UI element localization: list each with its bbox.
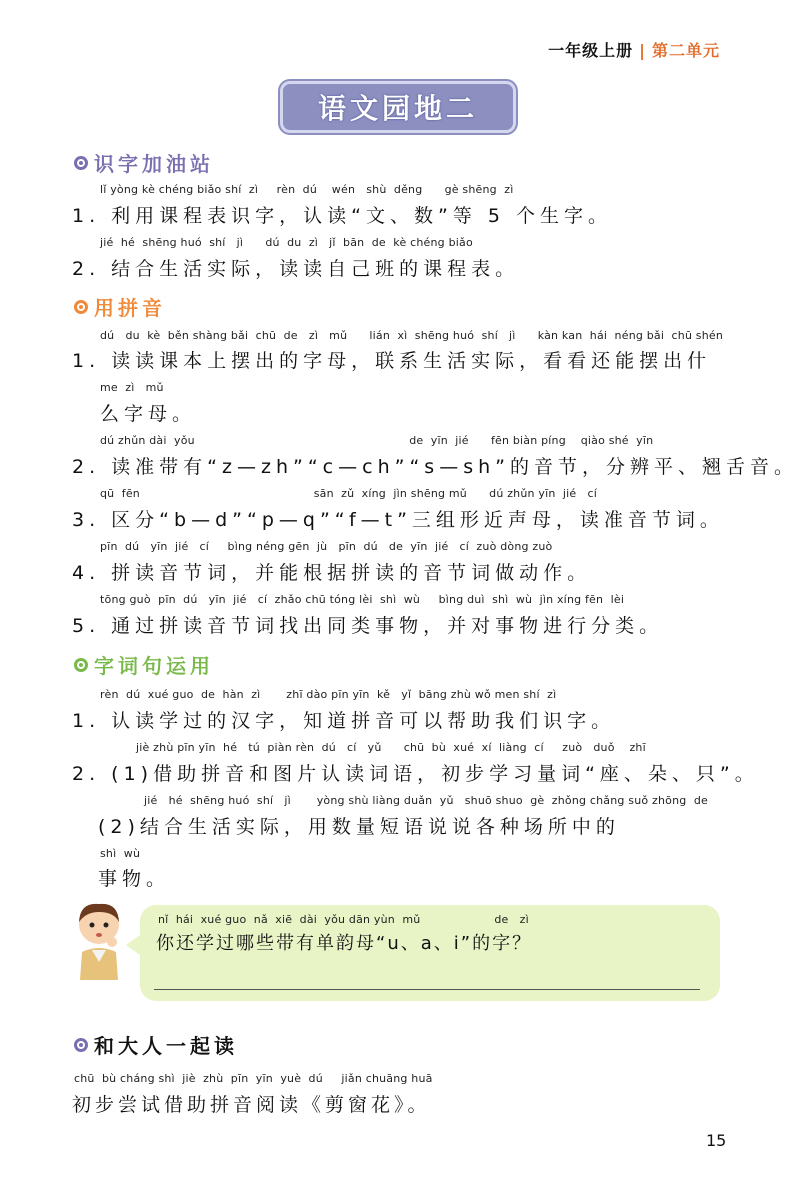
pinyin-line: dú zhǔn dài yǒu de yīn jié fēn biàn píng qiào shé yīn [100, 434, 654, 447]
pinyin-line: dú du kè běn shàng bǎi chū de zì mǔ lián xì shēng huó shí jì kàn kan hái néng bǎi chū shén [100, 329, 724, 342]
circle-bullet-icon [74, 156, 88, 170]
text-line: 1. 认读学过的汉字，知道拼音可以帮助我们识字。 [72, 710, 616, 732]
grade-label: 一年级上册 [548, 41, 634, 60]
pinyin-line: jié hé shēng huó shí jì yòng shù liàng duǎn yǔ shuō shuo gè zhǒng chǎng suǒ zhōng de [144, 794, 709, 807]
text-line: 2. 结合生活实际，读读自己班的课程表。 [72, 258, 520, 280]
pinyin-line: pīn dú yīn jié cí bìng néng gēn jù pīn dú de yīn jié cí zuò dòng zuò [100, 540, 553, 553]
page-header [548, 38, 720, 61]
section-title: 用拼音 [94, 296, 166, 320]
text-line: 1. 读读课本上摆出的字母，联系生活实际，看看还能摆出什 [72, 350, 712, 372]
pinyin-line: jiè zhù pīn yīn hé tú piàn rèn dú cí yǔ chū bù xué xí liàng cí zuò duǒ zhī [136, 741, 646, 754]
section-heading-read-together [74, 1030, 238, 1059]
section-heading-pinyin [74, 292, 166, 321]
pinyin-line: nǐ hái xué guo nǎ xiē dài yǒu dān yùn mǔ de zì [158, 913, 529, 926]
text-line: 事物。 [98, 868, 171, 890]
text-line: 么字母。 [100, 403, 197, 425]
text-line: 2. (1)借助拼音和图片认读词语，初步学习量词“座、朵、只”。 [72, 763, 759, 785]
unit-label: 第二单元 [651, 41, 720, 60]
pinyin-line: chū bù cháng shì jiè zhù pīn yīn yuè dú jiǎn chuāng huā [74, 1072, 433, 1085]
text-line: 4. 拼读音节词，并能根据拼读的音节词做动作。 [72, 562, 592, 584]
pinyin-line: rèn dú xué guo de hàn zì zhī dào pīn yīn kě yǐ bāng zhù wǒ men shí zì [100, 688, 557, 701]
header-separator: | [639, 41, 646, 60]
circle-bullet-icon [74, 300, 88, 314]
section-title: 识字加油站 [94, 152, 214, 176]
page-number: 15 [706, 1131, 727, 1150]
pinyin-line: qū fēn sān zǔ xíng jìn shēng mǔ dú zhǔn yīn jié cí [100, 487, 597, 500]
speech-bubble [140, 905, 720, 1001]
bubble-question: 你还学过哪些带有单韵母“u、a、i”的字？ [156, 933, 533, 954]
circle-bullet-icon [74, 1038, 88, 1052]
text-line: 3. 区分“b—d”“p—q”“f—t”三组形近声母，读准音节词。 [72, 509, 724, 531]
text-line: 1. 利用课程表识字，认读“文、数”等 5 个生字。 [72, 205, 613, 227]
text-line: 5. 通过拼读音节词找出同类事物，并对事物进行分类。 [72, 615, 664, 637]
text-line: (2)结合生活实际，用数量短语说说各种场所中的 [98, 816, 620, 838]
pinyin-line: tōng guò pīn dú yīn jié cí zhǎo chū tóng lèi shì wù bìng duì shì wù jìn xíng fēn lèi [100, 593, 625, 606]
section-heading-word-usage [74, 650, 214, 679]
page-title: 语文园地二 [317, 92, 478, 125]
pinyin-line: shì wù [100, 847, 141, 860]
circle-bullet-icon [74, 658, 88, 672]
pinyin-line: lǐ yòng kè chéng biǎo shí zì rèn dú wén shù děng gè shēng zì [100, 183, 514, 196]
section-heading-literacy [74, 148, 214, 177]
text-line: 2. 读准带有“z—zh”“c—ch”“s—sh”的音节，分辨平、翘舌音。 [72, 456, 798, 478]
boy-illustration-icon [68, 900, 130, 980]
pinyin-line: me zì mǔ [100, 381, 164, 394]
pinyin-line: jié hé shēng huó shí jì dú du zì jǐ bān de kè chéng biǎo [100, 236, 473, 249]
text-line: 初步尝试借助拼音阅读《剪窗花》。 [72, 1094, 431, 1116]
title-banner [280, 81, 516, 133]
section-title: 和大人一起读 [94, 1034, 238, 1058]
answer-line [154, 989, 700, 990]
section-title: 字词句运用 [94, 654, 214, 678]
